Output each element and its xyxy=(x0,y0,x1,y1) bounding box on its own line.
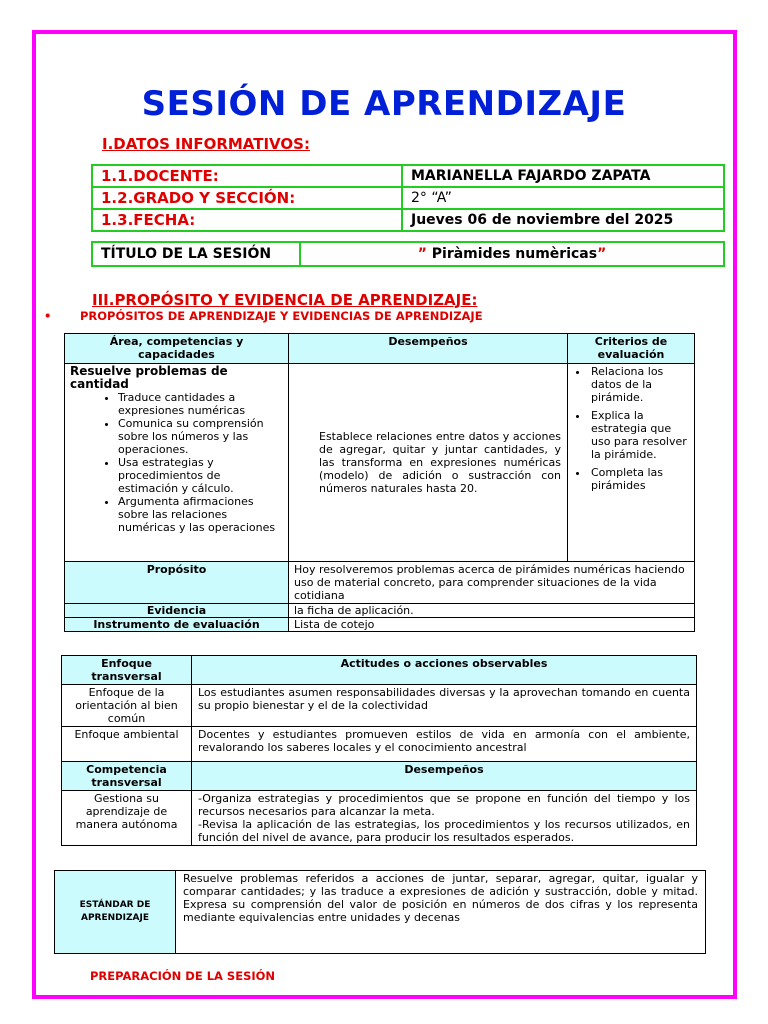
competence-cell xyxy=(65,364,289,562)
list-item: • Completa las pirámides xyxy=(589,466,689,492)
performance-cell: Establece relaciones entre datos y acciones de agregar, quitar y juntar cantidades, y las transforma en expresiones numéricas (modelo) de adición o sustracción con números naturales hasta 20. xyxy=(289,364,568,562)
capacities-list xyxy=(70,391,283,534)
bullet-heading xyxy=(44,309,483,323)
standard-table xyxy=(54,870,706,954)
header-area: Área, competencias y capacidades xyxy=(65,334,289,364)
info-table xyxy=(91,164,725,232)
list-item: • Explica la estrategia que uso para resolver la pirámide. xyxy=(589,409,689,461)
list-item: • Traduce cantidades a expresiones numéricas xyxy=(118,391,283,417)
preparation-heading: PREPARACIÓN DE LA SESIÓN xyxy=(90,969,276,983)
competence-title: Resuelve problemas de cantidad xyxy=(70,364,228,391)
list-item: • Usa estrategias y procedimientos de estimación y cálculo. xyxy=(118,456,283,495)
header-enfoque: Enfoque transversal xyxy=(62,656,192,685)
session-title-value xyxy=(300,242,724,266)
info-row xyxy=(92,209,724,231)
header-desempenos: Desempeños xyxy=(289,334,568,364)
proposito-label: Propósito xyxy=(65,562,289,604)
evidencia-value: la ficha de aplicación. xyxy=(289,604,695,618)
info-value: Jueves 06 de noviembre del 2025 xyxy=(402,209,724,231)
info-label: 1.2.GRADO Y SECCIÓN: xyxy=(92,187,402,209)
standard-value: Resuelve problemas referidos a acciones de juntar, separar, agregar, quitar, igualar y comparar cantidades; y las traduce a expresiones de adición y sustracción, doble y mitad. Expresa su comprensión del valor de posición en números de dos cifras y los representa mediante equivalencias entre unidades y decenas xyxy=(176,871,706,954)
section-datos-informativos: I.DATOS INFORMATIVOS: xyxy=(102,135,310,153)
quote-close: ” xyxy=(597,246,607,262)
header-desempenos-transversal: Desempeños xyxy=(192,762,697,791)
enfoque-value: Docentes y estudiantes promueven estilos de vida en armonía con el ambiente, revalorando los saberes locales y el conocimiento ancestral xyxy=(192,727,697,762)
info-value: 2° “A” xyxy=(402,187,724,209)
header-actitudes: Actitudes o acciones observables xyxy=(192,656,697,685)
standard-label: ESTÁNDAR DE APRENDIZAJE xyxy=(55,871,176,954)
info-row xyxy=(92,165,724,187)
session-title-label: TÍTULO DE LA SESIÓN xyxy=(92,242,300,266)
session-title-table xyxy=(91,241,725,267)
instrumento-label: Instrumento de evaluación xyxy=(65,618,289,632)
competencia-line: -Revisa la aplicación de las estrategias, los procedimientos y los recursos utilizados, en función del nivel de avance, para producir los resultados esperados. xyxy=(198,818,690,844)
session-title-text: Piràmides numèricas xyxy=(426,246,598,262)
list-item: • Comunica su comprensión sobre los números y las operaciones. xyxy=(118,417,283,456)
purpose-table xyxy=(64,333,695,632)
criteria-list xyxy=(573,365,689,492)
page-title: SESIÓN DE APRENDIZAJE xyxy=(141,84,627,124)
info-label: 1.3.FECHA: xyxy=(92,209,402,231)
enfoque-label: Enfoque de la orientación al bien común xyxy=(62,685,192,727)
bullet-icon: • xyxy=(44,309,52,323)
bullet-heading-text: PROPÓSITOS DE APRENDIZAJE Y EVIDENCIAS DE APRENDIZAJE xyxy=(80,309,483,323)
header-criterios: Criterios de evaluación xyxy=(568,334,695,364)
criteria-cell xyxy=(568,364,695,562)
competencia-label: Gestiona su aprendizaje de manera autónoma xyxy=(62,791,192,846)
quote-open: ” xyxy=(417,246,427,262)
competencia-line: -Organiza estrategias y procedimientos que se propone en función del tiempo y los recursos necesarios para alcanzar la meta. xyxy=(198,792,690,818)
info-value: MARIANELLA FAJARDO ZAPATA xyxy=(402,165,724,187)
proposito-value: Hoy resolveremos problemas acerca de pirámides numéricas haciendo uso de material concreto, para comprender situaciones de la vida cotidiana xyxy=(289,562,695,604)
section-proposito: III.PROPÓSITO Y EVIDENCIA DE APRENDIZAJE: xyxy=(92,291,478,309)
info-label: 1.1.DOCENTE: xyxy=(92,165,402,187)
transversal-table xyxy=(61,655,697,846)
list-item: • Argumenta afirmaciones sobre las relaciones numéricas y las operaciones xyxy=(118,495,283,534)
evidencia-label: Evidencia xyxy=(65,604,289,618)
competencia-value xyxy=(192,791,697,846)
instrumento-value: Lista de cotejo xyxy=(289,618,695,632)
enfoque-label: Enfoque ambiental xyxy=(62,727,192,762)
list-item: • Relaciona los datos de la pirámide. xyxy=(589,365,689,404)
enfoque-value: Los estudiantes asumen responsabilidades diversas y la aprovechan tomando en cuenta su propio bienestar y el de la colectividad xyxy=(192,685,697,727)
header-competencia-transversal: Competencia transversal xyxy=(62,762,192,791)
info-row xyxy=(92,187,724,209)
